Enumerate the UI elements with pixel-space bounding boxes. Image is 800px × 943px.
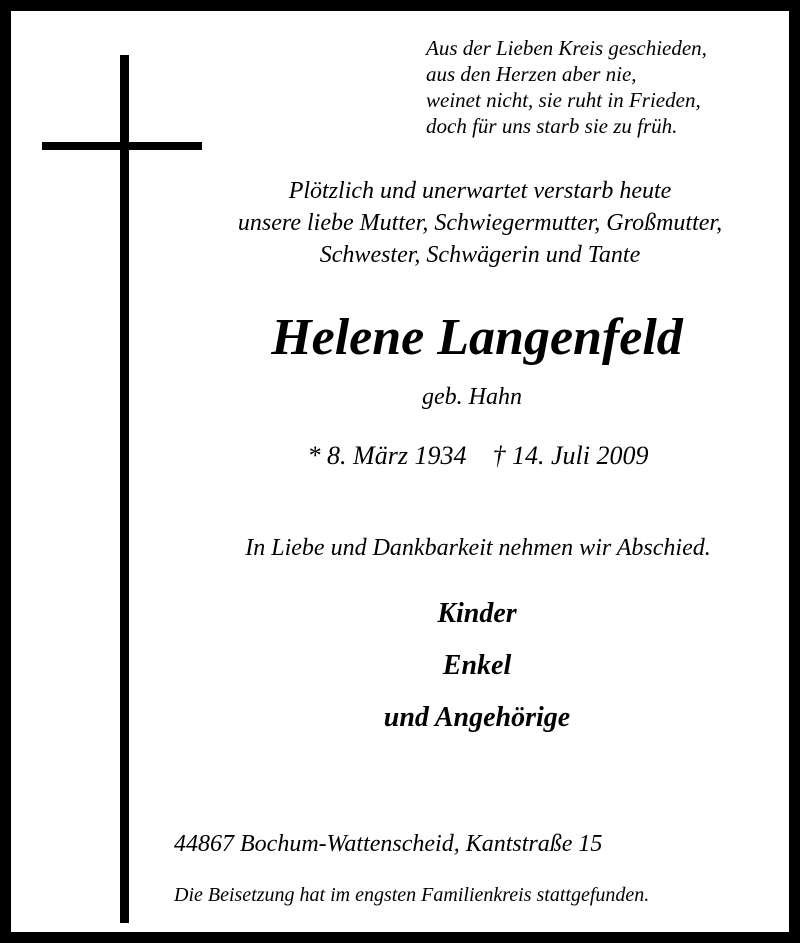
cross-vertical-bar <box>120 55 129 923</box>
mourners-list <box>180 588 774 744</box>
mourner-group: Enkel <box>442 650 512 681</box>
deceased-name: Helene Langenfeld <box>271 309 683 366</box>
mourner-group: Kinder <box>437 598 517 629</box>
poem-line: aus den Herzen aber nie, <box>426 62 637 86</box>
memorial-poem <box>426 35 707 139</box>
announcement-line: Schwester, Schwägerin und Tante <box>319 242 641 268</box>
life-dates <box>180 439 776 473</box>
announcement-line: Plötzlich und unerwartet verstarb heute <box>288 178 672 204</box>
cross-horizontal-bar <box>42 142 202 150</box>
burial-note: Die Beisetzung hat im engsten Familienkreis stattgefunden. <box>174 884 650 906</box>
maiden-name: geb. Hahn <box>422 384 522 410</box>
poem-line: doch für uns starb sie zu früh. <box>426 114 678 138</box>
poem-line: weinet nicht, sie ruht in Frieden, <box>426 88 701 112</box>
mourner-group: und Angehörige <box>383 702 571 733</box>
birth-date: * 8. März 1934 <box>307 441 467 470</box>
family-address: 44867 Bochum-Wattenscheid, Kantstraße 15 <box>174 831 603 857</box>
farewell-text: In Liebe und Dankbarkeit nehmen wir Abschied. <box>245 535 711 561</box>
death-announcement <box>180 175 780 271</box>
death-date: † 14. Juli 2009 <box>492 441 649 470</box>
announcement-line: unsere liebe Mutter, Schwiegermutter, Großmutter, <box>237 210 723 236</box>
poem-line: Aus der Lieben Kreis geschieden, <box>426 36 707 60</box>
